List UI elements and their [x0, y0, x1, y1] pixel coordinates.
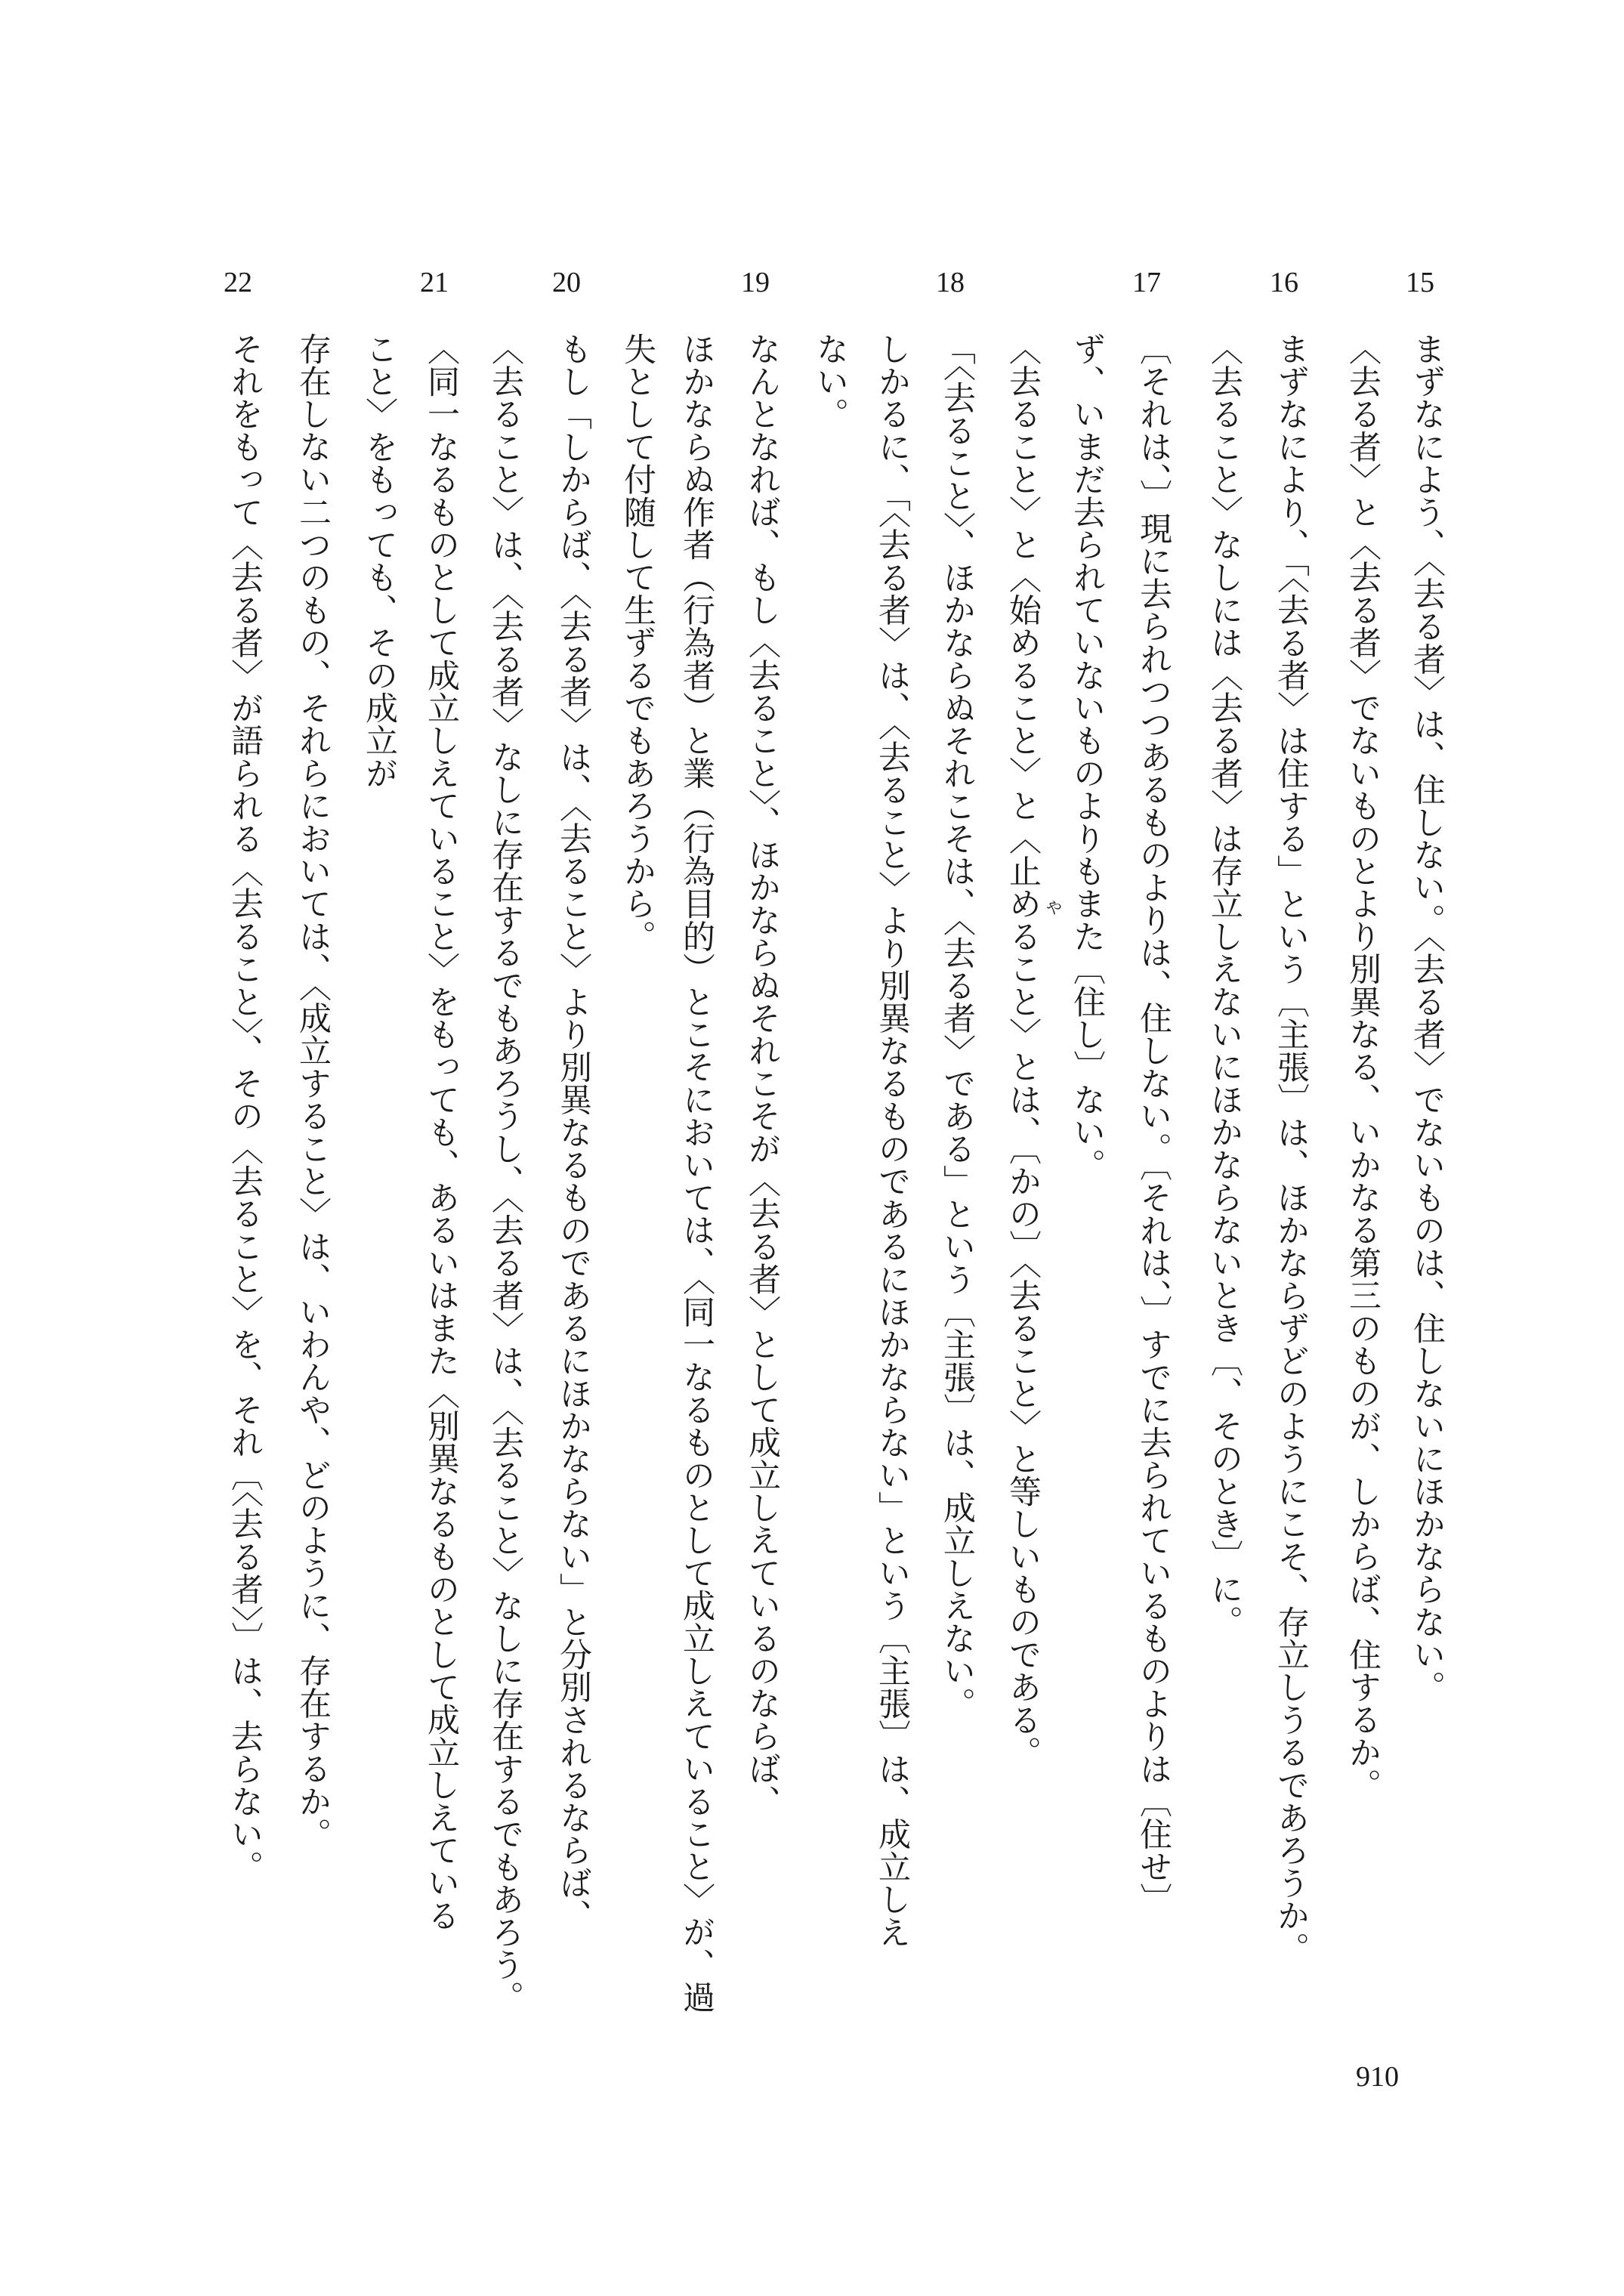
- text-line: 〈去ること〉なしには〈去る者〉は存立しえないにほかならないとき〔、そのとき〕に。: [1206, 332, 1243, 1638]
- text-line: もし「しからば、〈去る者〉は、〈去ること〉より別異なるものであるにほかならない」と分別されるならば、: [554, 332, 592, 1932]
- text-line: 〈去ること〉は、〈去る者〉なしに存在するでもあろうし、〈去る者〉は、〈去ること〉なしに存在するでもあろう。: [486, 332, 524, 2014]
- text-line: ほかならぬ作者（行為者）と業（行為目的）とこそにおいては、〈同一なるものとして成立しえていること〉が、過: [678, 332, 715, 2013]
- text-line: まずなによう、〈去る者〉は、住しない。〈去る者〉でないものは、住しないにほかならない。: [1408, 332, 1446, 1704]
- text-line: 〈去ること〉と〈始めること〉と〈止めること〉とは、〔かの〕〈去ること〉と等しいものである。: [1004, 332, 1042, 1769]
- verse-number-16: 16: [1270, 267, 1298, 298]
- text-line: 失として付随して生ずるでもあろうから。: [619, 332, 656, 953]
- text-line: 存在しない二つのもの、それらにおいては、〈成立すること〉は、いわんや、どのように、存在するか。: [294, 332, 332, 1850]
- text-line: なんとなれば、もし〈去ること〉、ほかならぬそれこそが〈去る者〉として成立しえているのならば、: [743, 332, 781, 1818]
- text-line: まずなにより、「〈去る者〉は住する」という〔主張〕は、ほかならずどのようにこそ、存立しうるであろうか。: [1272, 332, 1310, 1965]
- text-line: 「〈去ること〉、ほかならぬそれこそは、〈去る者〉である」という〔主張〕は、成立しえない。: [938, 332, 976, 1720]
- page-number: 910: [1356, 2061, 1399, 2093]
- text-line: それをもって〈去る者〉が語られる〈去ること〉、その〈去ること〉を、それ〔〈去る者〉〕は、去らない。: [226, 332, 264, 1883]
- verse-number-18: 18: [936, 267, 965, 298]
- text-line: しかるに、「〈去る者〉は、〈去ること〉より別異なるものであるにほかならない」という〔主張〕は、成立しえ: [873, 332, 911, 1948]
- text-line: ず、いまだ去られていないものよりもまた〔住し〕ない。: [1068, 332, 1106, 1182]
- furigana-annotation: や: [1043, 899, 1062, 916]
- verse-number-19: 19: [741, 267, 770, 298]
- text-line: 〈去る者〉と〈去る者〉でないものとより別異なる、いかなる第三のものが、しからば、住するか。: [1344, 332, 1382, 1801]
- verse-number-17: 17: [1132, 267, 1161, 298]
- text-line: こと〉をもっても、その成立が: [360, 332, 398, 790]
- verse-number-20: 20: [552, 267, 581, 298]
- text-line: 〈同一なるものとして成立しえていること〉をもっても、あるいはまた〈別異なるものとして成立しえている: [422, 332, 460, 1932]
- verse-number-22: 22: [224, 267, 252, 298]
- verse-number-21: 21: [420, 267, 449, 298]
- text-line: 〔それは、〕現に去られつつあるものよりは、住しない。〔それは、〕すでに去られているものよりは〔住せ〕: [1135, 332, 1172, 1916]
- text-line: ない。: [811, 332, 849, 431]
- verse-number-15: 15: [1406, 267, 1434, 298]
